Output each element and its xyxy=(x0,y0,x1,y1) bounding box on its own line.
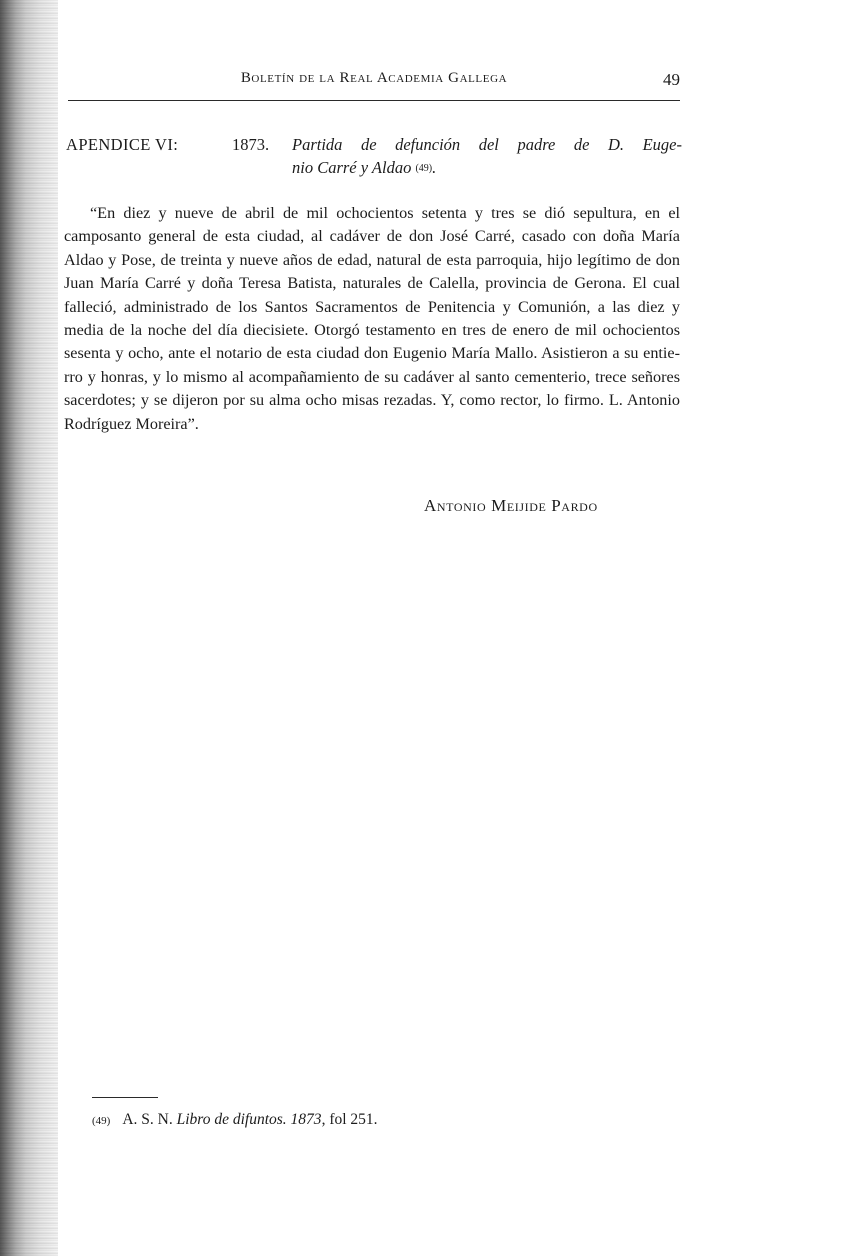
footnote-rule xyxy=(92,1097,158,1098)
footnote-reference: (49) xyxy=(415,163,433,174)
page-number: 49 xyxy=(663,70,680,89)
footnote-number: (49) xyxy=(92,1115,111,1127)
appendix-title-line-1: Partida de defunción del padre de D. Euge- xyxy=(292,135,682,154)
scan-binding-edge xyxy=(0,0,58,1256)
footnote-book-title: Libro de difuntos. 1873 xyxy=(176,1111,322,1128)
burial-record-paragraph: “En diez y nueve de abril de mil ochocientos setenta y tres se dió sepultura, en el camposanto general de esta ciudad, al cadáver de don José Carré, casado con doña María Aldao y Pose, de treinta y nueve años de edad, natural de esta parroquia, hijo legítimo de don Juan María Carré y doña Teresa Batista, naturales de Calella, provincia de Gerona. El cual falleció, administrado de los Santos Sacramentos de Penitencia y Comunión, a las diez y media de la noche del día diecisiete. Otorgó testamento en tres de enero de mil ochocientos sesenta y ocho, ante el notario de esta ciudad don Eugenio María Mallo. Asistieron a su entie-rro y honras, y lo mismo al acompañamiento de su cadáver al santo cementerio, trece señores sacerdotes; y se dijeron por su alma ocho misas rezadas. Y, como rector, lo firmo. L. Antonio Rodríguez Moreira”. xyxy=(64,204,680,433)
author-signature: Antonio Meijide Pardo xyxy=(424,496,598,515)
appendix-title-line-2-text: nio Carré y Aldao xyxy=(292,158,412,177)
appendix-year: 1873. xyxy=(232,135,270,154)
footnote-source: A. S. N. xyxy=(122,1111,173,1128)
appendix-title-line-2 xyxy=(292,157,436,180)
running-head xyxy=(68,68,680,98)
header-rule xyxy=(68,100,680,101)
journal-title: Boletín de la Real Academia Gallega xyxy=(240,70,508,86)
footnote xyxy=(92,1110,652,1131)
footnote-folio: , fol 251. xyxy=(321,1111,378,1128)
appendix-label: APENDICE VI: xyxy=(66,135,179,154)
appendix-title-end: . xyxy=(432,158,437,177)
